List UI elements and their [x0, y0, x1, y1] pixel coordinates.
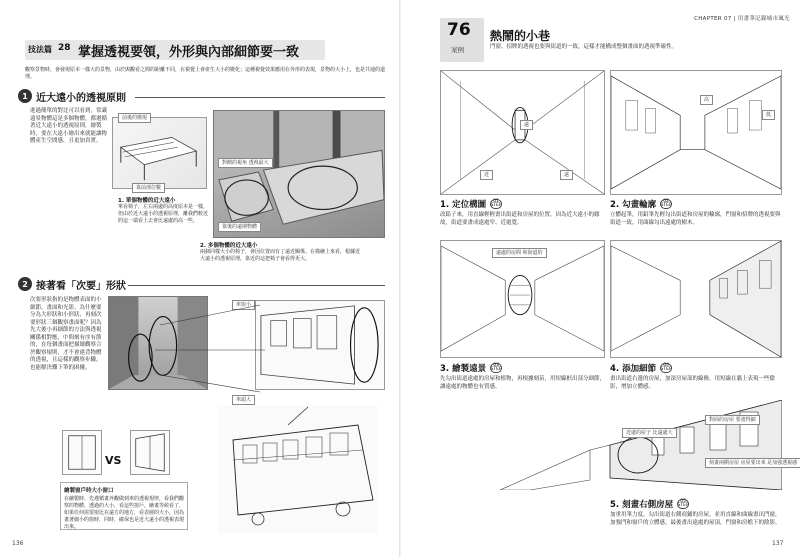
step4-sketch — [610, 240, 782, 358]
tram-zoom-sketch — [255, 300, 385, 390]
bench-sketch — [112, 117, 207, 189]
tag-window-small: 車窗小 — [232, 300, 255, 310]
note1 — [118, 196, 210, 225]
step1-title: 1. 定位構圖 01 STEP — [440, 198, 502, 210]
step5-badge: 05 STEP — [677, 498, 689, 508]
section2-rule — [128, 285, 385, 286]
caption-box — [60, 482, 188, 530]
tag-front-back: 前後的變現 — [118, 113, 151, 123]
step2-body: 立體起筆，用鉛筆先輕勾出街道和房屋的輪廓，門窗和招牌的透視要與街道一致，用曲線勾出遠處的樹木。 — [610, 212, 781, 226]
tag-rear-view: 對側的視角 透視最大 — [218, 158, 273, 168]
vs-label: VS — [105, 454, 122, 467]
note2-body: 兩個同樣大小的椅子，會因位置而有了遠近關係。在描繪上來看，根據近大遠小的透視原理，靠近的這把椅子會看得更大。 — [200, 249, 361, 262]
step4-badge: 04 STEP — [660, 362, 672, 372]
chapter-label: 技法篇 — [28, 45, 52, 54]
section1-heading — [18, 88, 126, 104]
step3-body: 先勾出街道遠處的房屋和植物，再根據刻苗，用短線框出部分細節，讓遠處的物體也有質感。 — [440, 376, 606, 390]
section1-body: 進過簡單的對比可以看到，常識遠景物體這是多個物體，都遵循著近大遠小的透視原則。繪製時，要在大遠小繪出來就能讓物體產生空間感，且更加真實。 — [30, 108, 108, 144]
tag-near-part: 靠前部位數 — [132, 183, 165, 193]
step1-badge: 01 STEP — [490, 198, 502, 208]
tag-door-large: 車頭大 — [232, 395, 255, 405]
note2 — [200, 241, 360, 263]
chapter-header: CHAPTER 07 | 用畫筆記錄城市風光 — [694, 16, 790, 22]
tag-near-eave: 近處的屋子 比遠處大 — [622, 428, 677, 438]
step2-badge: 02 STEP — [660, 198, 672, 208]
intro-text: 觀察景物時，會發現原本一樣大的景物，由於與觀看之間的距離不同，在視覺上會產生大小的變化；這種視覺效果應用在外形的表現，景物的大小上，也是共通的道理。 — [25, 67, 386, 80]
window-sketch-b — [130, 430, 170, 475]
section2-heading — [18, 276, 126, 292]
section2-title: 接著看「次要」形狀 — [36, 280, 126, 292]
case-label: 案例 — [451, 46, 464, 54]
section2-body: 次要形狀指的是物體表面的小細節，畫面和光影。為什麼要分為大形狀和小形狀，再刻次要形狀三個觀察畫面呢？因為先大後小再細節的方法與透視關係相對應，中間刻有序有節的，在每個畫面把描繪觀察合於觀察規則，才不會違背物體的透視，且這樣的觀察步驟，也能解決難下筆的困擾。 — [30, 297, 102, 371]
section1-number: 1 — [18, 89, 32, 103]
case-title: 熱鬧的小巷 — [490, 29, 551, 43]
window-sketch-a — [62, 430, 102, 475]
tag-far-1b: 遠 — [560, 170, 573, 180]
tram-drawing — [218, 405, 378, 533]
case-number: 76 — [447, 20, 471, 40]
step2-title: 2. 勾畫輪廓 02 STEP — [610, 198, 672, 210]
note1-body: 單看椅子，左右兩邊的高度原本是一樣，但由於近大遠小的透視原理，離我們較近的這一端看上去會比遠處的高一些。 — [118, 204, 209, 224]
step2-sketch — [610, 70, 782, 195]
caption-body: 在繪製時，先遵循畫外觀做到車的透視規律，看我們觀察的物體。透過的大小，看這些窗戶，繪畫等候看了，如果任何需要窗比在遠方的地方，看表層的大小，因為畫著細小的窗時，同時，確保也是近大遠小的透視表現出來。 — [64, 496, 185, 530]
step5-title: 5. 刻畫右側房屋 05 STEP — [610, 498, 689, 510]
page-number-left: 136 — [12, 540, 24, 547]
step4-body: 畫出街道右邊的房屋，加深房屋部的線條，用短線在牆上表現一些陰影，增加立體感。 — [610, 376, 776, 390]
caption-title: 繪製窗戶時大小窗口 — [64, 488, 114, 494]
step3-badge: 03 STEP — [490, 362, 502, 372]
step5-body: 加重用筆力度，勾出街道右側商鋪的房屋，並用直線和曲線畫出門窗，加強門和窗戶的立體感。最後畫出遠處的屋頂，門窗和房檐下的陰影。 — [610, 512, 781, 526]
tag-side-house: 刻畫兩側房屋 房屋要出來 是加強透視感 — [705, 458, 800, 468]
section1-title: 近大遠小的透視原則 — [36, 92, 126, 104]
tag-far-1: 遠 — [520, 120, 533, 130]
tag-near-1: 近 — [480, 170, 493, 180]
tag-high-house: 對面的房屋 要畫得細 — [705, 415, 760, 425]
bench-photo — [213, 110, 385, 238]
connector-lines — [150, 300, 270, 395]
page-number-right: 137 — [772, 540, 784, 547]
book-gutter — [399, 0, 401, 557]
step5-sketch — [440, 400, 782, 490]
tag-far-view: 遠處的房間 和街道的 — [492, 248, 547, 258]
step1-body: 改鉛子來，用直線輕輕畫出街道和房屋的位置，因為近大遠小的緣故，街道要畫成遠處窄、近處寬。 — [440, 212, 600, 226]
tag-low: 低 — [762, 110, 775, 120]
section2-number: 2 — [18, 277, 32, 291]
step3-title: 3. 繪製遠景 03 STEP — [440, 362, 502, 374]
chapter-number: 28 — [58, 43, 71, 53]
note1-title: 1. 單個物體的近大遠小 — [118, 198, 176, 204]
page-title: 掌握透視要領，外形與內部細節要一致 — [78, 45, 300, 60]
tag-far-bench: 靠後的遠期物體 — [218, 222, 261, 232]
step1-sketch — [440, 70, 605, 195]
note2-title: 2. 多個物體的近大遠小 — [200, 243, 258, 249]
step4-title: 4. 添加細節 04 STEP — [610, 362, 672, 374]
section1-rule — [135, 97, 385, 98]
tag-high: 高 — [700, 95, 713, 105]
case-subtitle: 門窗、招牌的透視也要與街道的一致，這樣才能構成整個畫面的透視準確性。 — [490, 44, 678, 50]
